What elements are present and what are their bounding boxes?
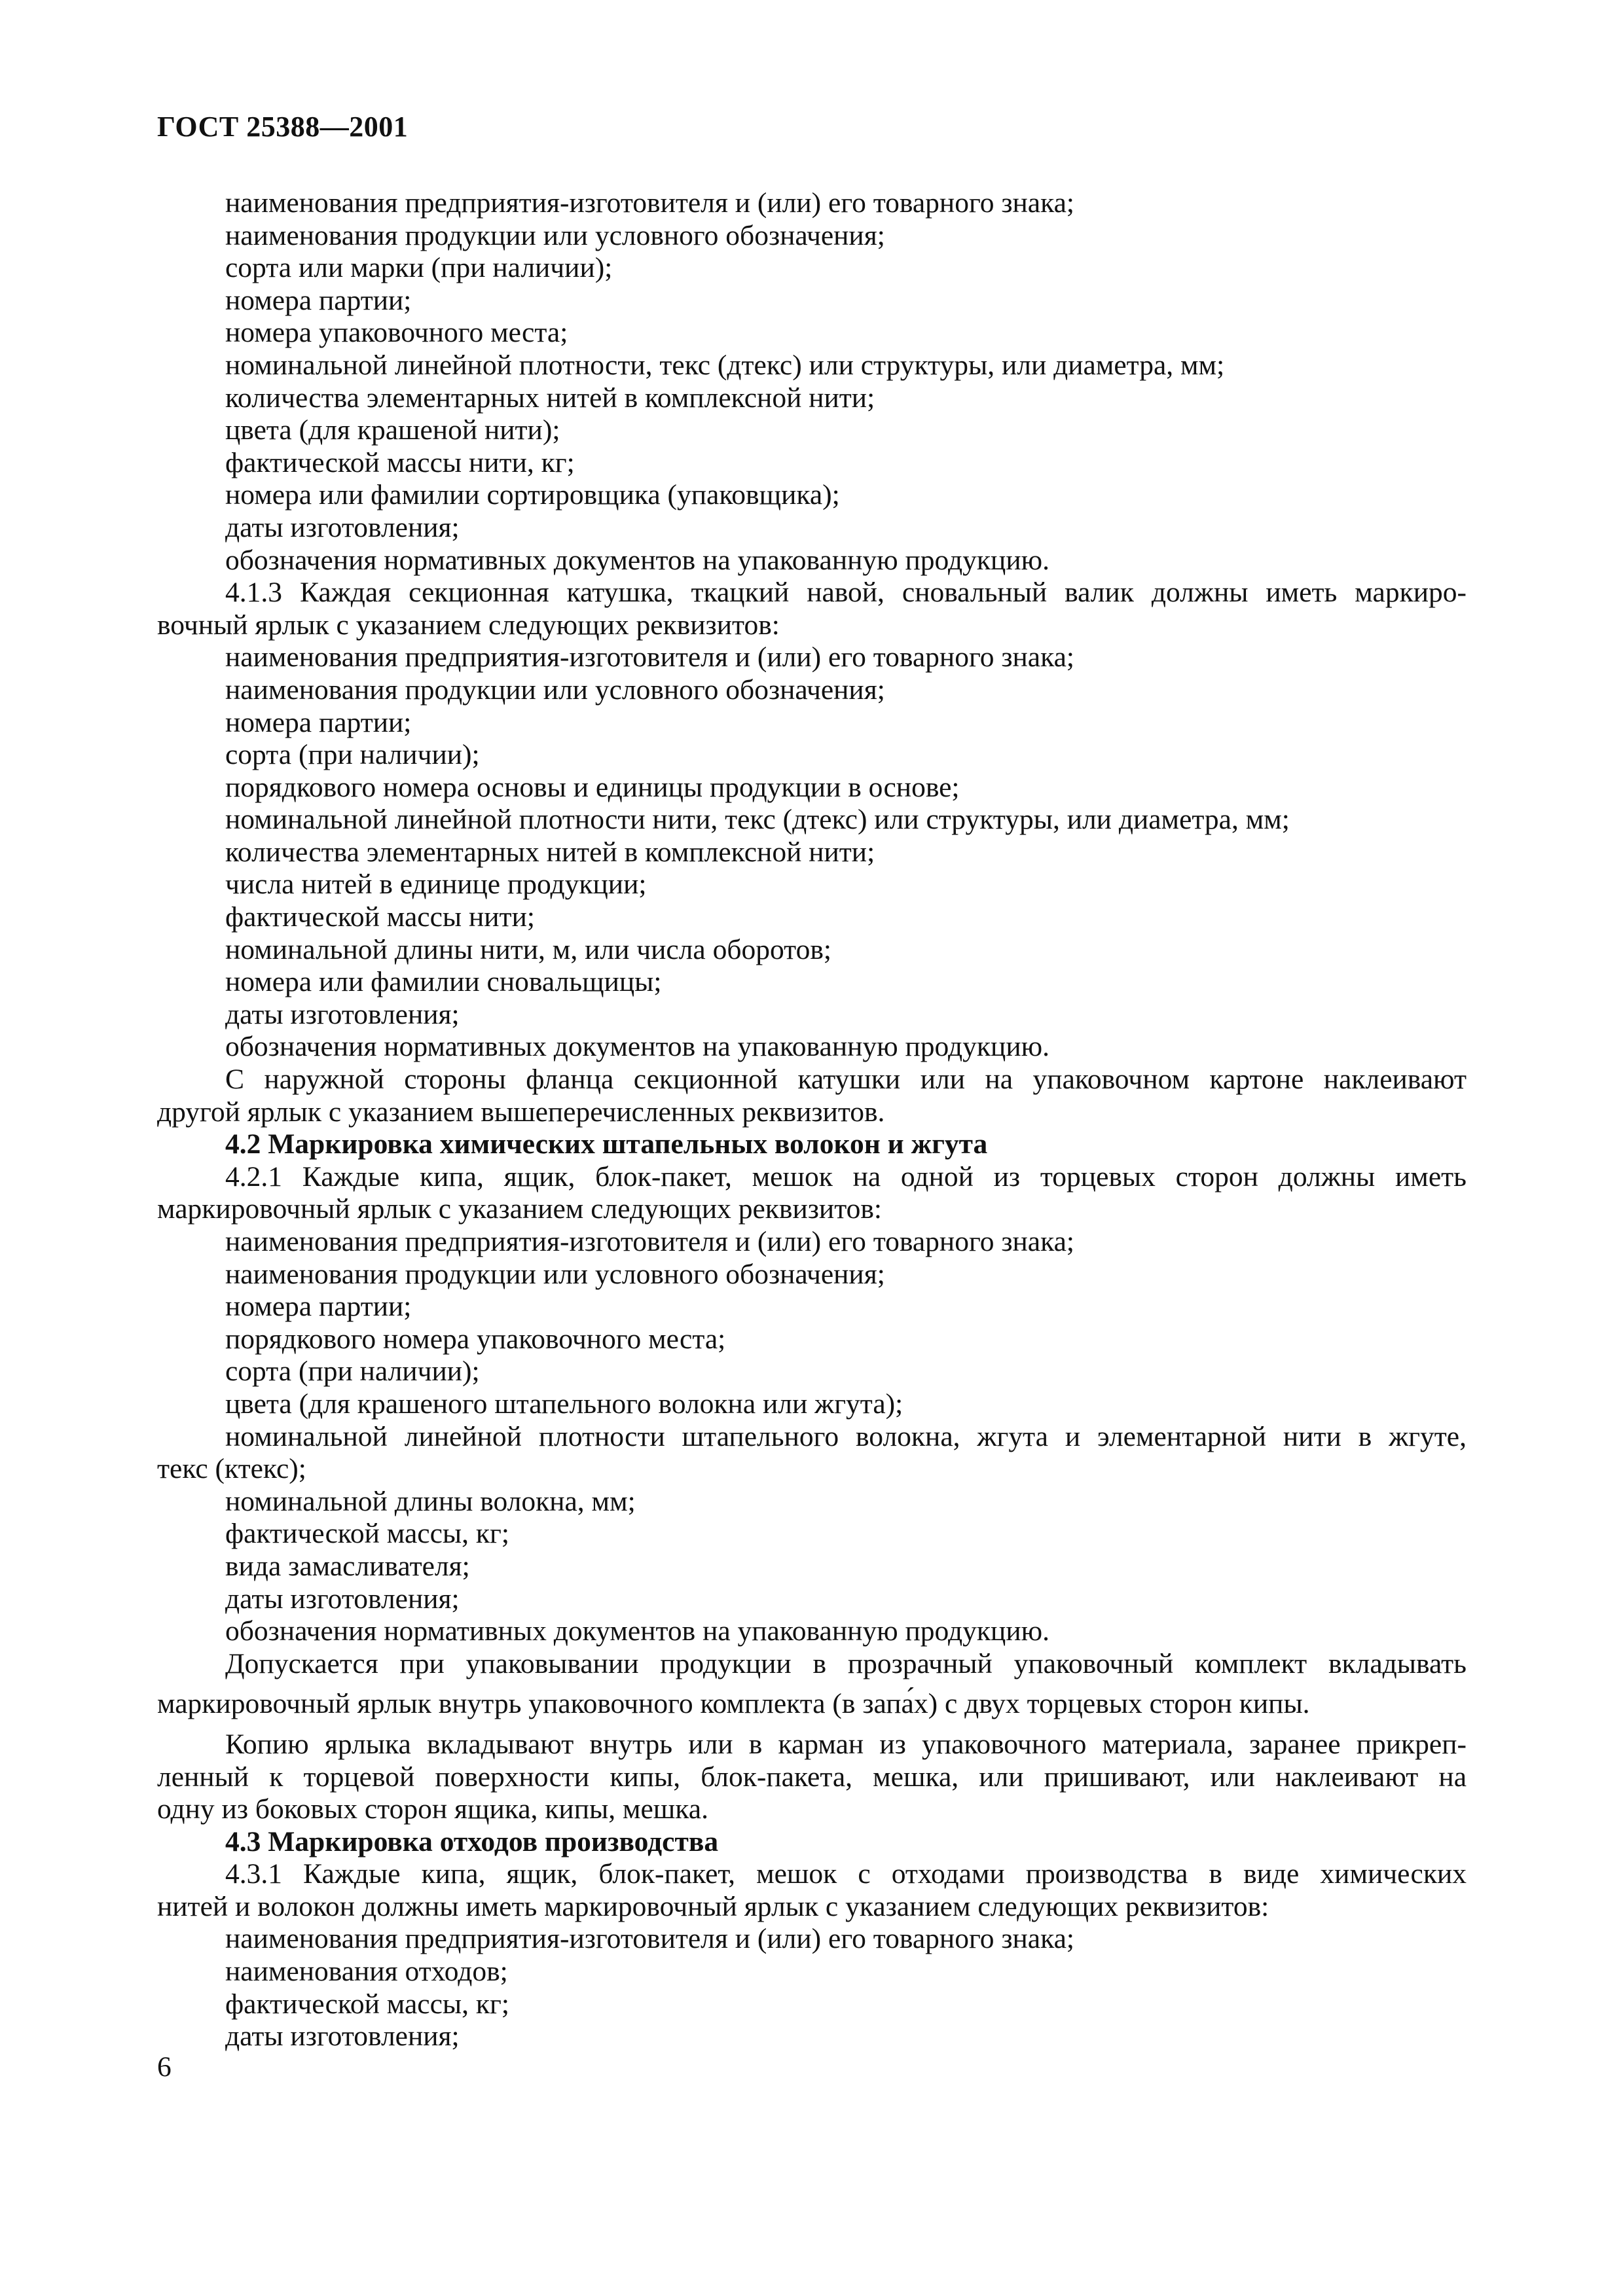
- text-line: С наружной стороны фланца секционной катушки или на упаковочном картоне наклеивают: [225, 1064, 1467, 1096]
- text-line: номинальной длины нити, м, или числа оборотов;: [225, 933, 831, 965]
- text-line: наименования отходов;: [225, 1956, 508, 1988]
- text-line: другой ярлык с указанием вышеперечисленных реквизитов.: [157, 1096, 885, 1128]
- text-line: наименования продукции или условного обозначения;: [225, 1258, 885, 1290]
- text-line: числа нитей в единице продукции;: [225, 869, 647, 901]
- text-line: обозначения нормативных документов на упакованную продукцию.: [225, 1615, 1049, 1647]
- text-line: сорта или марки (при наличии);: [225, 252, 613, 284]
- text-line: даты изготовления;: [225, 2020, 460, 2053]
- text-line: маркировочный ярлык с указанием следующих реквизитов:: [157, 1193, 883, 1225]
- text-line: одну из боковых сторон ящика, кипы, мешка.: [157, 1793, 708, 1825]
- text-line: наименования продукции или условного обозначения;: [225, 219, 885, 251]
- text-line: вида замасливателя;: [225, 1550, 470, 1582]
- text-line: текс (ктекс);: [157, 1453, 306, 1485]
- page-number: 6: [157, 2051, 172, 2083]
- text-line: нитей и волокон должны иметь маркировочный ярлык с указанием следующих реквизитов:: [157, 1890, 1269, 1922]
- text-line: даты изготовления;: [225, 998, 460, 1030]
- text-line: номинальной линейной плотности штапельного волокна, жгута и элементарной нити в жгуте,: [225, 1420, 1467, 1452]
- text-line: Копию ярлыка вкладывают внутрь или в карман из упаковочного материала, заранее прикреп-: [225, 1728, 1467, 1760]
- text-line: номинальной линейной плотности нити, текс (дтекс) или структуры, или диаметра, мм;: [225, 804, 1290, 836]
- text-line: порядкового номера упаковочного места;: [225, 1323, 726, 1355]
- text-line: наименования предприятия-изготовителя и (или) его товарного знака;: [225, 187, 1074, 219]
- text-line: номера партии;: [225, 1291, 412, 1323]
- text-line: 4.3.1 Каждые кипа, ящик, блок-пакет, мешок с отходами производства в виде химических: [225, 1858, 1467, 1890]
- text-line: ленный к торцевой поверхности кипы, блок-пакета, мешка, или пришивают, или наклеивают на: [157, 1761, 1467, 1793]
- text-line: 4.2.1 Каждые кипа, ящик, блок-пакет, мешок на одной из торцевых сторон должны иметь: [225, 1160, 1467, 1193]
- text-line: номера упаковочного места;: [225, 317, 568, 349]
- text-line: количества элементарных нитей в комплексной нити;: [225, 836, 875, 868]
- text-line: сорта (при наличии);: [225, 1355, 480, 1388]
- text-line: обозначения нормативных документов на упакованную продукцию.: [225, 544, 1049, 576]
- text-line: количества элементарных нитей в комплексной нити;: [225, 382, 875, 414]
- text-line: сорта (при наличии);: [225, 739, 480, 771]
- text-line: Допускается при упаковывании продукции в прозрачный упаковочный комплект вкладывать: [225, 1647, 1467, 1679]
- text-line: цвета (для крашеной нити);: [225, 414, 560, 446]
- text-line: фактической массы, кг;: [225, 1988, 509, 2020]
- text-line: фактической массы нити, кг;: [225, 446, 575, 478]
- text-line: наименования предприятия-изготовителя и (или) его товарного знака;: [225, 1923, 1074, 1955]
- text-line: фактической массы, кг;: [225, 1518, 509, 1550]
- text-line: номинальной длины волокна, мм;: [225, 1485, 636, 1517]
- text-line: обозначения нормативных документов на упакованную продукцию.: [225, 1031, 1049, 1063]
- text-line: наименования предприятия-изготовителя и (или) его товарного знака;: [225, 641, 1074, 673]
- text-line: маркировочный ярлык внутрь упаковочного комплекта (в запа́х) с двух торцевых сторон кипы.: [157, 1688, 1310, 1720]
- section-heading: 4.3 Маркировка отходов производства: [225, 1825, 719, 1857]
- text-line: номинальной линейной плотности, текс (дтекс) или структуры, или диаметра, мм;: [225, 349, 1225, 381]
- text-line: порядкового номера основы и единицы продукции в основе;: [225, 771, 960, 803]
- document-body: [157, 187, 1467, 2053]
- text-line: цвета (для крашеного штапельного волокна или жгута);: [225, 1388, 903, 1420]
- document-header: ГОСТ 25388—2001: [157, 111, 409, 143]
- text-line: 4.1.3 Каждая секционная катушка, ткацкий навой, сновальный валик должны иметь маркиро-: [225, 577, 1467, 609]
- section-heading: 4.2 Маркировка химических штапельных волокон и жгута: [225, 1128, 988, 1160]
- text-line: фактической массы нити;: [225, 901, 535, 933]
- text-line: наименования предприятия-изготовителя и (или) его товарного знака;: [225, 1226, 1074, 1257]
- text-line: номера партии;: [225, 284, 412, 316]
- text-line: номера или фамилии сновальщицы;: [225, 966, 662, 998]
- text-line: номера или фамилии сортировщика (упаковщика);: [225, 479, 840, 511]
- text-line: номера партии;: [225, 706, 412, 738]
- text-line: даты изготовления;: [225, 1583, 460, 1615]
- text-line: наименования продукции или условного обозначения;: [225, 673, 885, 706]
- text-line: вочный ярлык с указанием следующих реквизитов:: [157, 609, 780, 641]
- text-line: даты изготовления;: [225, 511, 460, 543]
